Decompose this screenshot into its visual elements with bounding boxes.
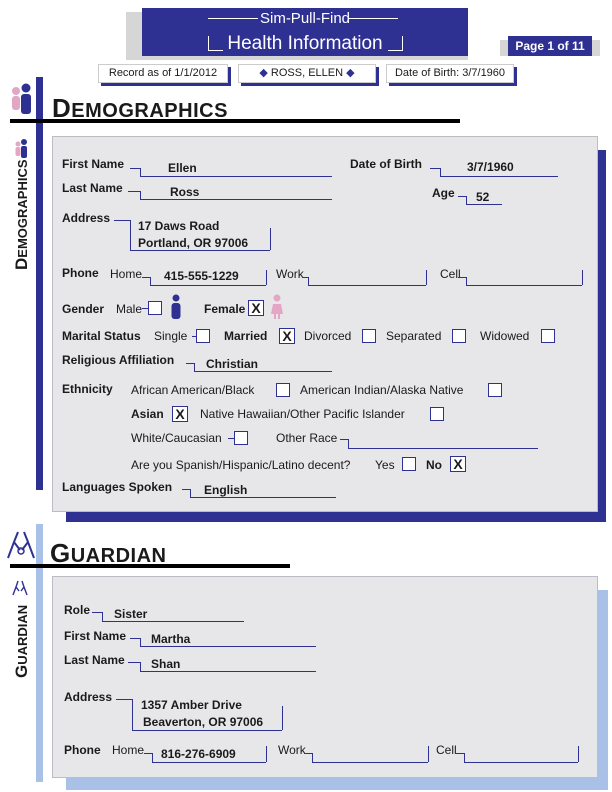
hispanic-yes-checkbox[interactable] xyxy=(402,457,416,471)
leader xyxy=(458,196,466,197)
leader xyxy=(348,439,349,448)
age-value[interactable]: 52 xyxy=(476,190,490,204)
female-icon xyxy=(270,294,284,320)
leader xyxy=(140,191,141,199)
guardian-side-bar xyxy=(36,524,43,782)
last-name-underline xyxy=(140,199,332,200)
leader xyxy=(308,277,309,285)
separated-checkbox[interactable] xyxy=(452,329,466,343)
asian-checkbox[interactable]: X xyxy=(172,406,188,422)
leader xyxy=(578,746,579,762)
demographics-side-title xyxy=(12,159,32,270)
leader xyxy=(456,753,464,754)
address-bracket xyxy=(270,228,271,250)
leader xyxy=(140,662,141,671)
guardian-work-label: Work xyxy=(278,743,306,757)
guardian-first-name-label: First Name xyxy=(64,629,127,643)
leader xyxy=(428,746,429,762)
side-title-initial: G xyxy=(12,664,31,678)
side-title-rest: UARDIAN xyxy=(15,604,30,665)
address-bracket xyxy=(132,699,133,730)
people-icon xyxy=(8,82,36,118)
title-rest: EMOGRAPHICS xyxy=(71,100,228,122)
address-bracket xyxy=(130,250,270,251)
native-hawaiian-label: Native Hawaiian/Other Pacific Islander xyxy=(200,407,405,421)
ethnicity-label: Ethnicity xyxy=(62,382,113,396)
home-phone-underline xyxy=(150,285,266,286)
address-bracket xyxy=(282,706,283,730)
page-indicator: Page 1 of 11 xyxy=(508,36,592,56)
guardian-cell-label: Cell xyxy=(436,743,457,757)
last-name-label: Last Name xyxy=(62,181,123,195)
leader xyxy=(426,270,427,285)
guardian-phone-label: Phone xyxy=(64,743,101,757)
american-indian-checkbox[interactable] xyxy=(488,383,502,397)
gender-label: Gender xyxy=(62,302,105,316)
religion-underline xyxy=(194,371,332,372)
widowed-checkbox[interactable] xyxy=(541,329,555,343)
hispanic-yes-label: Yes xyxy=(375,458,395,472)
married-label: Married xyxy=(224,329,268,343)
work-phone-field[interactable] xyxy=(308,285,426,286)
leader xyxy=(190,489,191,497)
leader xyxy=(140,168,141,176)
asian-label: Asian xyxy=(131,407,164,421)
leader xyxy=(466,277,467,285)
languages-label: Languages Spoken xyxy=(62,480,173,494)
record-date: Record as of 1/1/2012 xyxy=(98,64,228,83)
leader xyxy=(266,746,267,762)
guardian-address-label: Address xyxy=(64,690,113,704)
dob-value[interactable]: 3/7/1960 xyxy=(467,160,514,174)
leader xyxy=(92,612,102,613)
guardian-cell-phone-field[interactable] xyxy=(464,762,578,763)
married-checkbox[interactable]: X xyxy=(279,328,295,344)
single-checkbox[interactable] xyxy=(196,329,210,343)
other-race-label: Other Race xyxy=(276,431,338,445)
languages-underline xyxy=(190,497,336,498)
male-icon xyxy=(169,294,183,320)
leader xyxy=(340,439,348,440)
religion-label: Religious Affiliation xyxy=(62,353,175,367)
guardian-home-phone[interactable]: 816-276-6909 xyxy=(161,747,236,761)
guardian-first-name-value[interactable]: Martha xyxy=(151,632,191,646)
guardian-last-name-label: Last Name xyxy=(64,653,125,667)
divorced-label: Divorced xyxy=(304,329,352,343)
separated-label: Separated xyxy=(386,329,442,343)
first-name-label: First Name xyxy=(62,157,125,171)
leader xyxy=(266,270,267,285)
holding-hands-icon xyxy=(4,528,38,562)
title-initial: D xyxy=(52,93,72,123)
leader xyxy=(582,270,583,285)
leader xyxy=(312,753,313,762)
guardian-first-name-underline xyxy=(140,646,316,647)
leader xyxy=(186,363,194,364)
leader xyxy=(430,168,440,169)
address-label: Address xyxy=(62,211,111,225)
dob-tag xyxy=(386,64,514,83)
female-checkbox[interactable]: X xyxy=(248,300,264,316)
hispanic-no-checkbox[interactable]: X xyxy=(450,456,466,472)
single-label: Single xyxy=(154,329,188,343)
leader xyxy=(464,753,465,762)
demographics-title xyxy=(52,93,228,124)
guardian-last-name-value[interactable]: Shan xyxy=(151,657,181,671)
first-name-value[interactable]: Ellen xyxy=(168,161,197,175)
widowed-label: Widowed xyxy=(480,329,530,343)
other-race-field[interactable] xyxy=(348,448,538,449)
people-icon-small xyxy=(13,138,29,160)
guardian-role-underline xyxy=(102,621,244,622)
leader xyxy=(128,191,140,192)
leader xyxy=(440,168,441,176)
side-title-initial: D xyxy=(12,257,31,270)
address-line2[interactable]: Portland, OR 97006 xyxy=(138,236,249,250)
african-american-checkbox[interactable] xyxy=(276,383,290,397)
leader xyxy=(128,662,140,663)
guardian-side-title xyxy=(12,605,32,678)
demographics-side-bar xyxy=(36,77,43,490)
guardian-last-name-underline xyxy=(140,671,316,672)
first-name-underline xyxy=(140,176,332,177)
divorced-checkbox[interactable] xyxy=(362,329,376,343)
guardian-address-line2[interactable]: Beaverton, OR 97006 xyxy=(143,715,264,729)
american-indian-label: American Indian/Alaska Native xyxy=(300,383,464,397)
patient-name-tag xyxy=(238,64,376,83)
home-phone-label: Home xyxy=(110,267,143,281)
languages-value[interactable]: English xyxy=(204,483,248,497)
leader xyxy=(114,220,130,221)
address-bracket xyxy=(132,730,282,731)
leader xyxy=(194,363,195,371)
marital-status-label: Marital Status xyxy=(62,329,141,343)
male-checkbox[interactable] xyxy=(148,301,162,315)
leader xyxy=(466,196,467,204)
leader xyxy=(150,277,151,285)
hispanic-question: Are you Spanish/Hispanic/Latino decent? xyxy=(131,458,351,472)
holding-hands-icon-small xyxy=(11,579,29,597)
home-phone-value[interactable]: 415-555-1229 xyxy=(164,269,239,283)
page-title: Health Information xyxy=(227,33,383,54)
leader xyxy=(130,638,140,639)
side-title-rest: EMOGRAPHICS xyxy=(15,159,30,258)
male-label: Male xyxy=(116,302,143,316)
leader xyxy=(140,638,141,646)
leader xyxy=(304,753,312,754)
diamond-icon: ◆ xyxy=(259,67,268,79)
address-bracket xyxy=(130,220,131,250)
title-rest: UARDIAN xyxy=(70,545,167,567)
leader xyxy=(116,699,132,700)
dob-tag-label: Date of Birth: xyxy=(394,67,460,79)
native-hawaiian-checkbox[interactable] xyxy=(430,407,444,421)
leader xyxy=(144,753,152,754)
title-initial: G xyxy=(50,538,71,568)
african-american-label: African American/Black xyxy=(131,383,255,397)
dob-label: Date of Birth xyxy=(350,157,422,171)
dob-tag-value: 3/7/1960 xyxy=(462,67,506,79)
leader xyxy=(182,489,190,490)
dob-underline xyxy=(440,176,558,177)
guardian-home-underline xyxy=(152,762,266,763)
age-underline xyxy=(466,204,502,205)
religion-value[interactable]: Christian xyxy=(206,357,259,371)
patient-name: ROSS, ELLEN xyxy=(270,67,344,79)
work-phone-label: Work xyxy=(276,267,304,281)
guardian-address-line1[interactable]: 1357 Amber Drive xyxy=(141,698,242,712)
leader xyxy=(152,753,153,762)
demographics-panel xyxy=(52,136,598,512)
cell-phone-field[interactable] xyxy=(466,285,582,286)
leader xyxy=(130,168,140,169)
hispanic-no-label: No xyxy=(426,458,442,472)
phone-label: Phone xyxy=(62,266,99,280)
guardian-home-label: Home xyxy=(112,743,145,757)
address-line1[interactable]: 17 Daws Road xyxy=(138,219,220,233)
leader xyxy=(458,277,466,278)
guardian-role-value[interactable]: Sister xyxy=(114,607,148,621)
guardian-title xyxy=(50,538,166,569)
guardian-role-label: Role xyxy=(64,603,91,617)
header-banner xyxy=(142,8,468,56)
white-label: White/Caucasian xyxy=(131,431,222,445)
leader xyxy=(102,612,103,621)
leader xyxy=(142,277,150,278)
white-checkbox[interactable] xyxy=(234,431,248,445)
last-name-value[interactable]: Ross xyxy=(170,185,200,199)
diamond-icon: ◆ xyxy=(346,67,355,79)
female-label: Female xyxy=(204,302,246,316)
cell-phone-label: Cell xyxy=(440,267,461,281)
guardian-work-phone-field[interactable] xyxy=(312,762,428,763)
age-label: Age xyxy=(432,186,455,200)
app-name: Sim-Pull-Find xyxy=(259,10,350,27)
